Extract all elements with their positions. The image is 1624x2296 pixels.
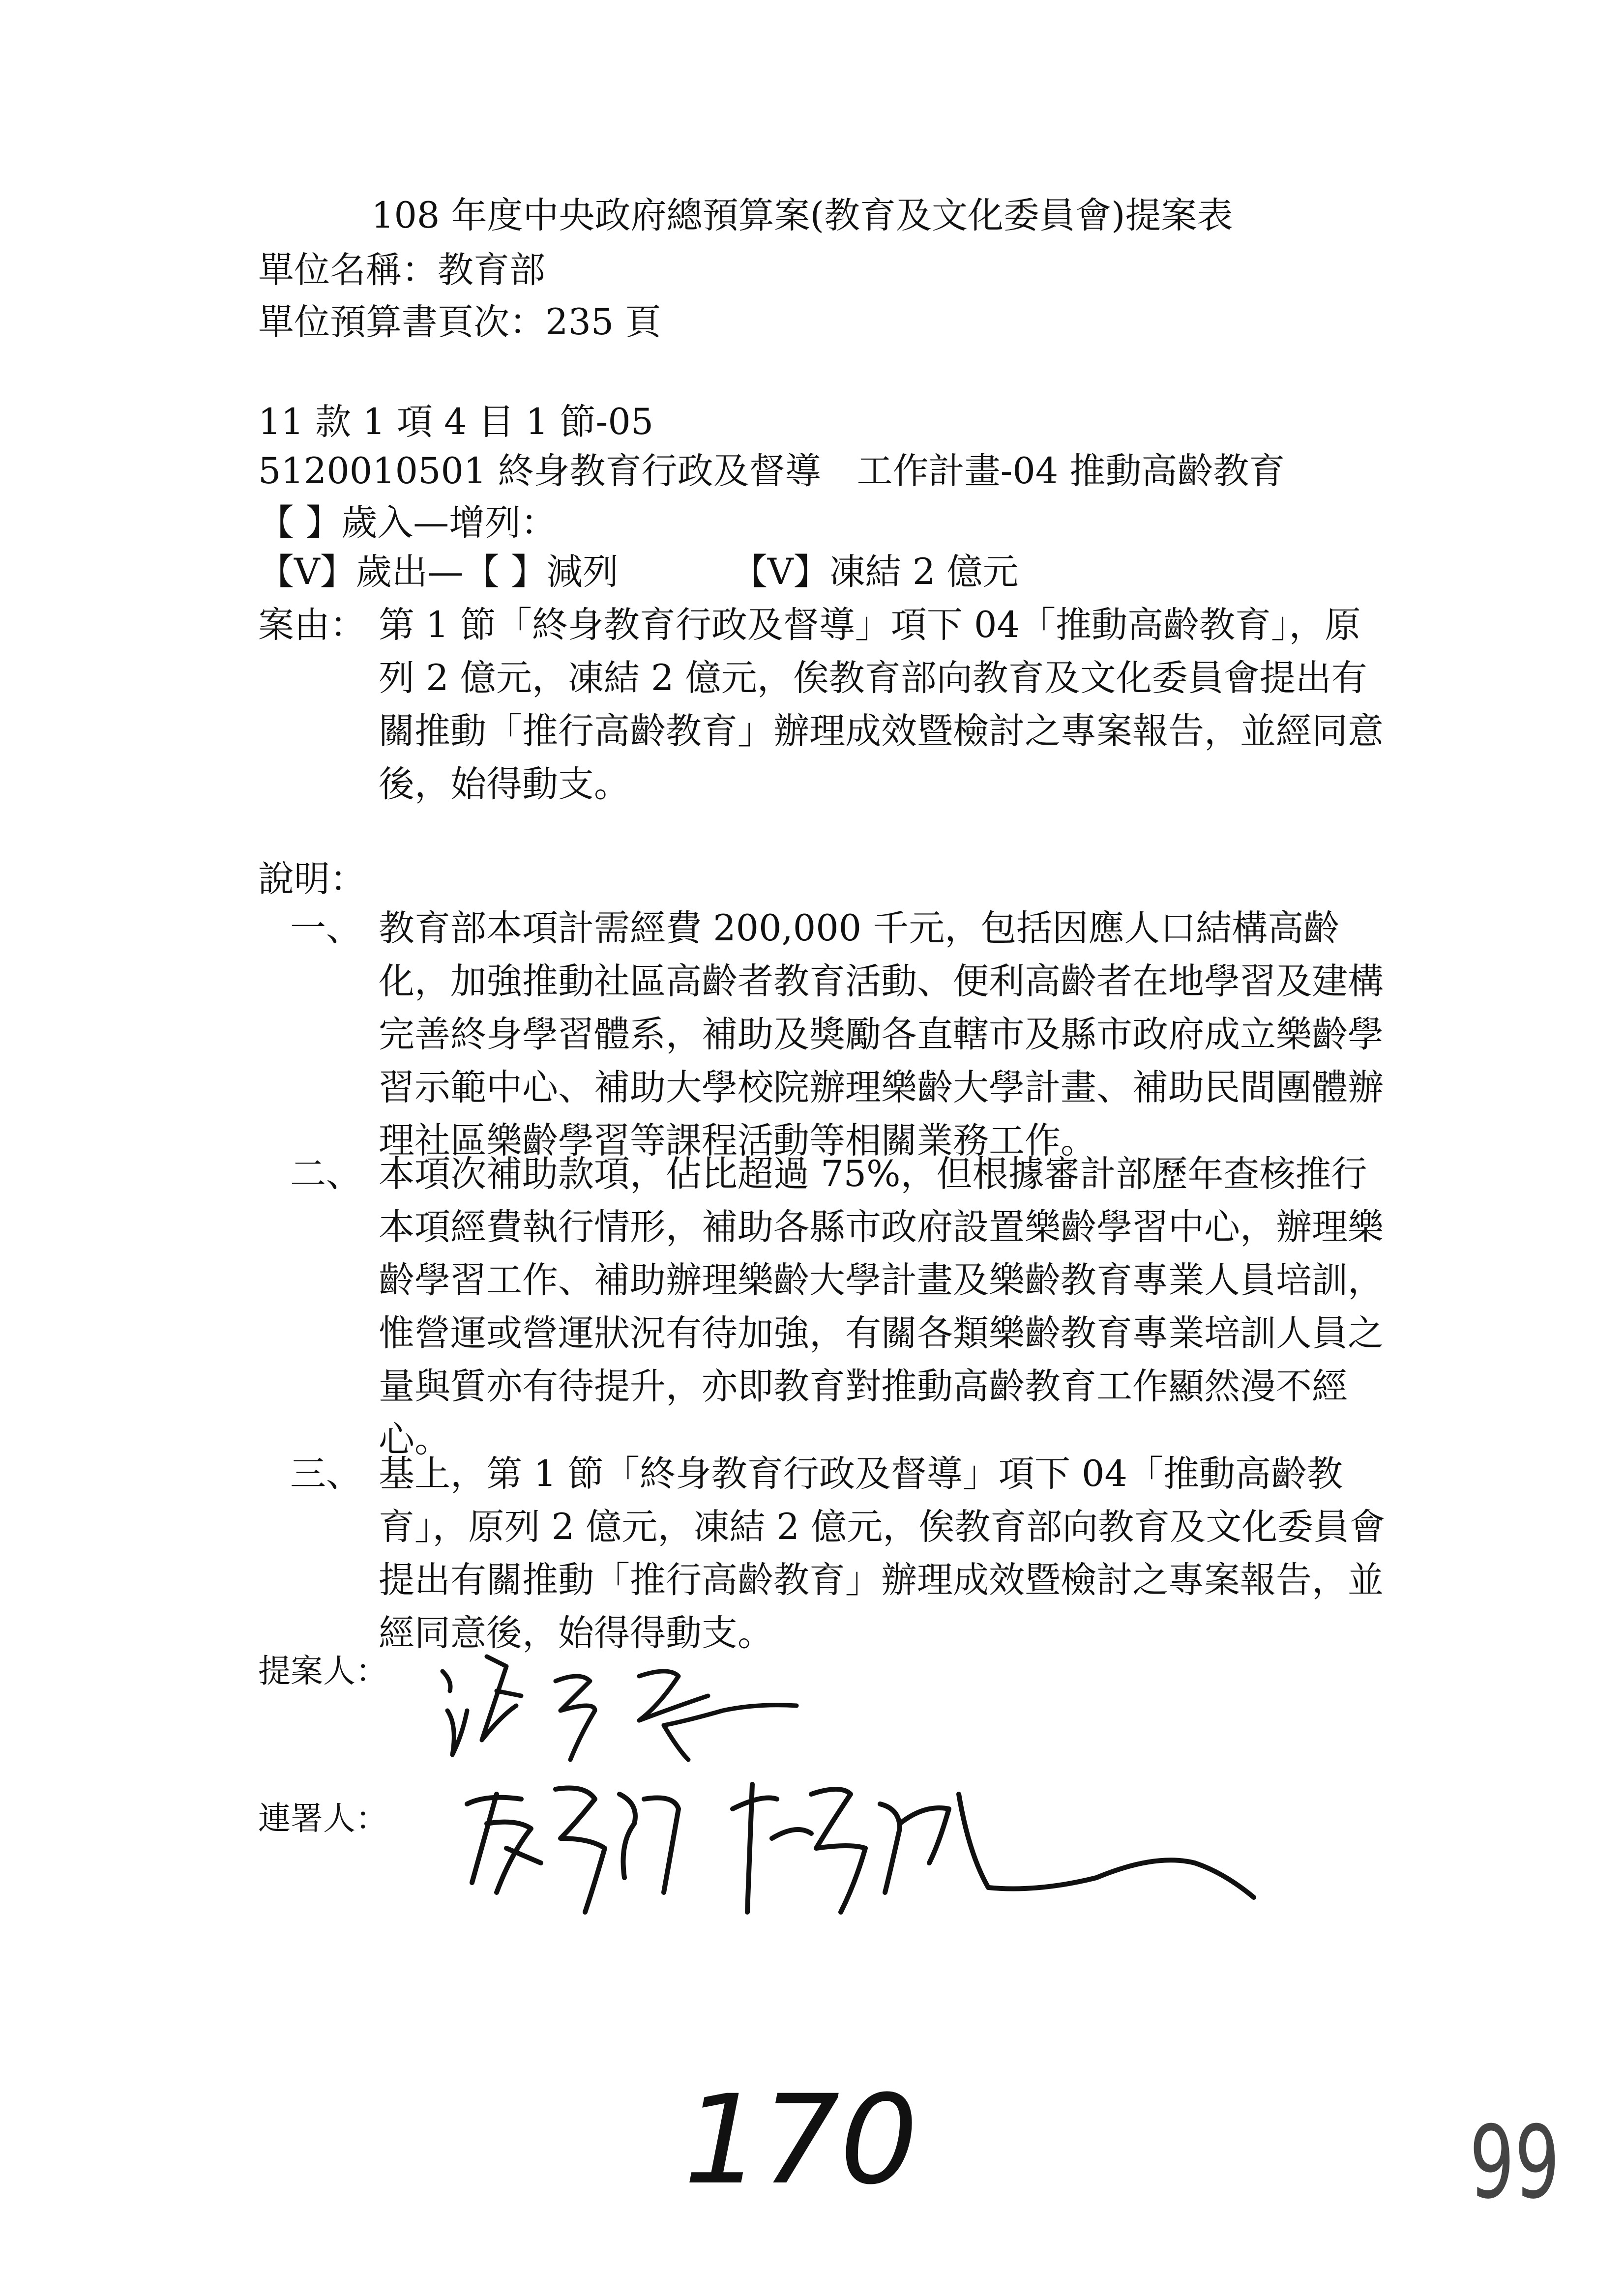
explanation-item: 教育部本項計需經費 200,000 千元，包括因應人口結構高齡化，加強推動社區高齡者教育活動、便利高齡者在地學習及建構完善終身學習體系，補助及獎勵各直轄市及縣市政府成立樂齡學習示範中心、補助大學校院辦理樂齡大學計畫、補助民間團體辦理社區樂齡學習等課程活動等相關業務工作。 bbox=[379, 907, 1384, 1162]
item-number: 二、 bbox=[290, 1153, 362, 1195]
cause-text: 第 1 節「終身教育行政及督導」項下 04「推動高齡教育」，原列 2 億元，凍結 2 億元，俟教育部向教育及文化委員會提出有關推動「推行高齡教育」辦理成效暨檢討之專案報告，並經同意後，始得動支。 bbox=[379, 604, 1384, 805]
budget-page-ref: 單位預算書頁次：235 頁 bbox=[258, 301, 661, 343]
handwritten-page-number bbox=[679, 2064, 918, 2212]
revenue-line: 【 】歲入—增列： bbox=[258, 502, 557, 544]
expense-line bbox=[258, 546, 1019, 599]
item-number: 一、 bbox=[290, 907, 362, 949]
item-number: 三、 bbox=[290, 1453, 362, 1495]
unit-name: 單位名稱：教育部 bbox=[258, 249, 545, 291]
expense-reduce: 【V】歲出—【 】減列 bbox=[258, 551, 619, 593]
explanation-item: 基上，第 1 節「終身教育行政及督導」項下 04「推動高齡教育」，原列 2 億元，凍結 2 億元，俟教育部向教育及文化委員會提出有關推動「推行高齡教育」辦理成效暨檢討之專案報告，並經同意後，始得得動支。 bbox=[379, 1453, 1386, 1654]
proposer-signature bbox=[433, 1637, 806, 1774]
cosigner-signature bbox=[457, 1765, 1264, 1942]
cause-label: 案由： bbox=[258, 604, 366, 646]
expense-freeze: 【V】凍結 2 億元 bbox=[731, 551, 1019, 593]
corner-number-text: 99 bbox=[1469, 2104, 1560, 2221]
handwritten-corner-number bbox=[1465, 2079, 1573, 2221]
explanation-title: 說明： bbox=[258, 858, 366, 900]
budget-code: 11 款 1 項 4 目 1 節-05 bbox=[258, 401, 654, 443]
work-plan: 5120010501 終身教育行政及督導 工作計畫-04 推動高齡教育 bbox=[258, 450, 1285, 492]
explanation-item: 本項次補助款項，佔比超過 75%，但根據審計部歷年查核推行本項經費執行情形，補助各縣市政府設置樂齡學習中心，辦理樂齡學習工作、補助辦理樂齡大學計畫及樂齡教育專業人員培訓，惟營運或營運狀況有待加強，有關各類樂齡教育專業培訓人員之量與質亦有待提升，亦即教育對推動高齡教育工作顯然漫不經心。 bbox=[379, 1153, 1384, 1460]
page-title: 108 年度中央政府總預算案(教育及文化委員會)提案表 bbox=[371, 195, 1233, 236]
cosigner-label: 連署人： bbox=[258, 1800, 388, 1837]
page-number-text: 170 bbox=[683, 2068, 918, 2211]
proposer-label: 提案人： bbox=[258, 1652, 388, 1690]
